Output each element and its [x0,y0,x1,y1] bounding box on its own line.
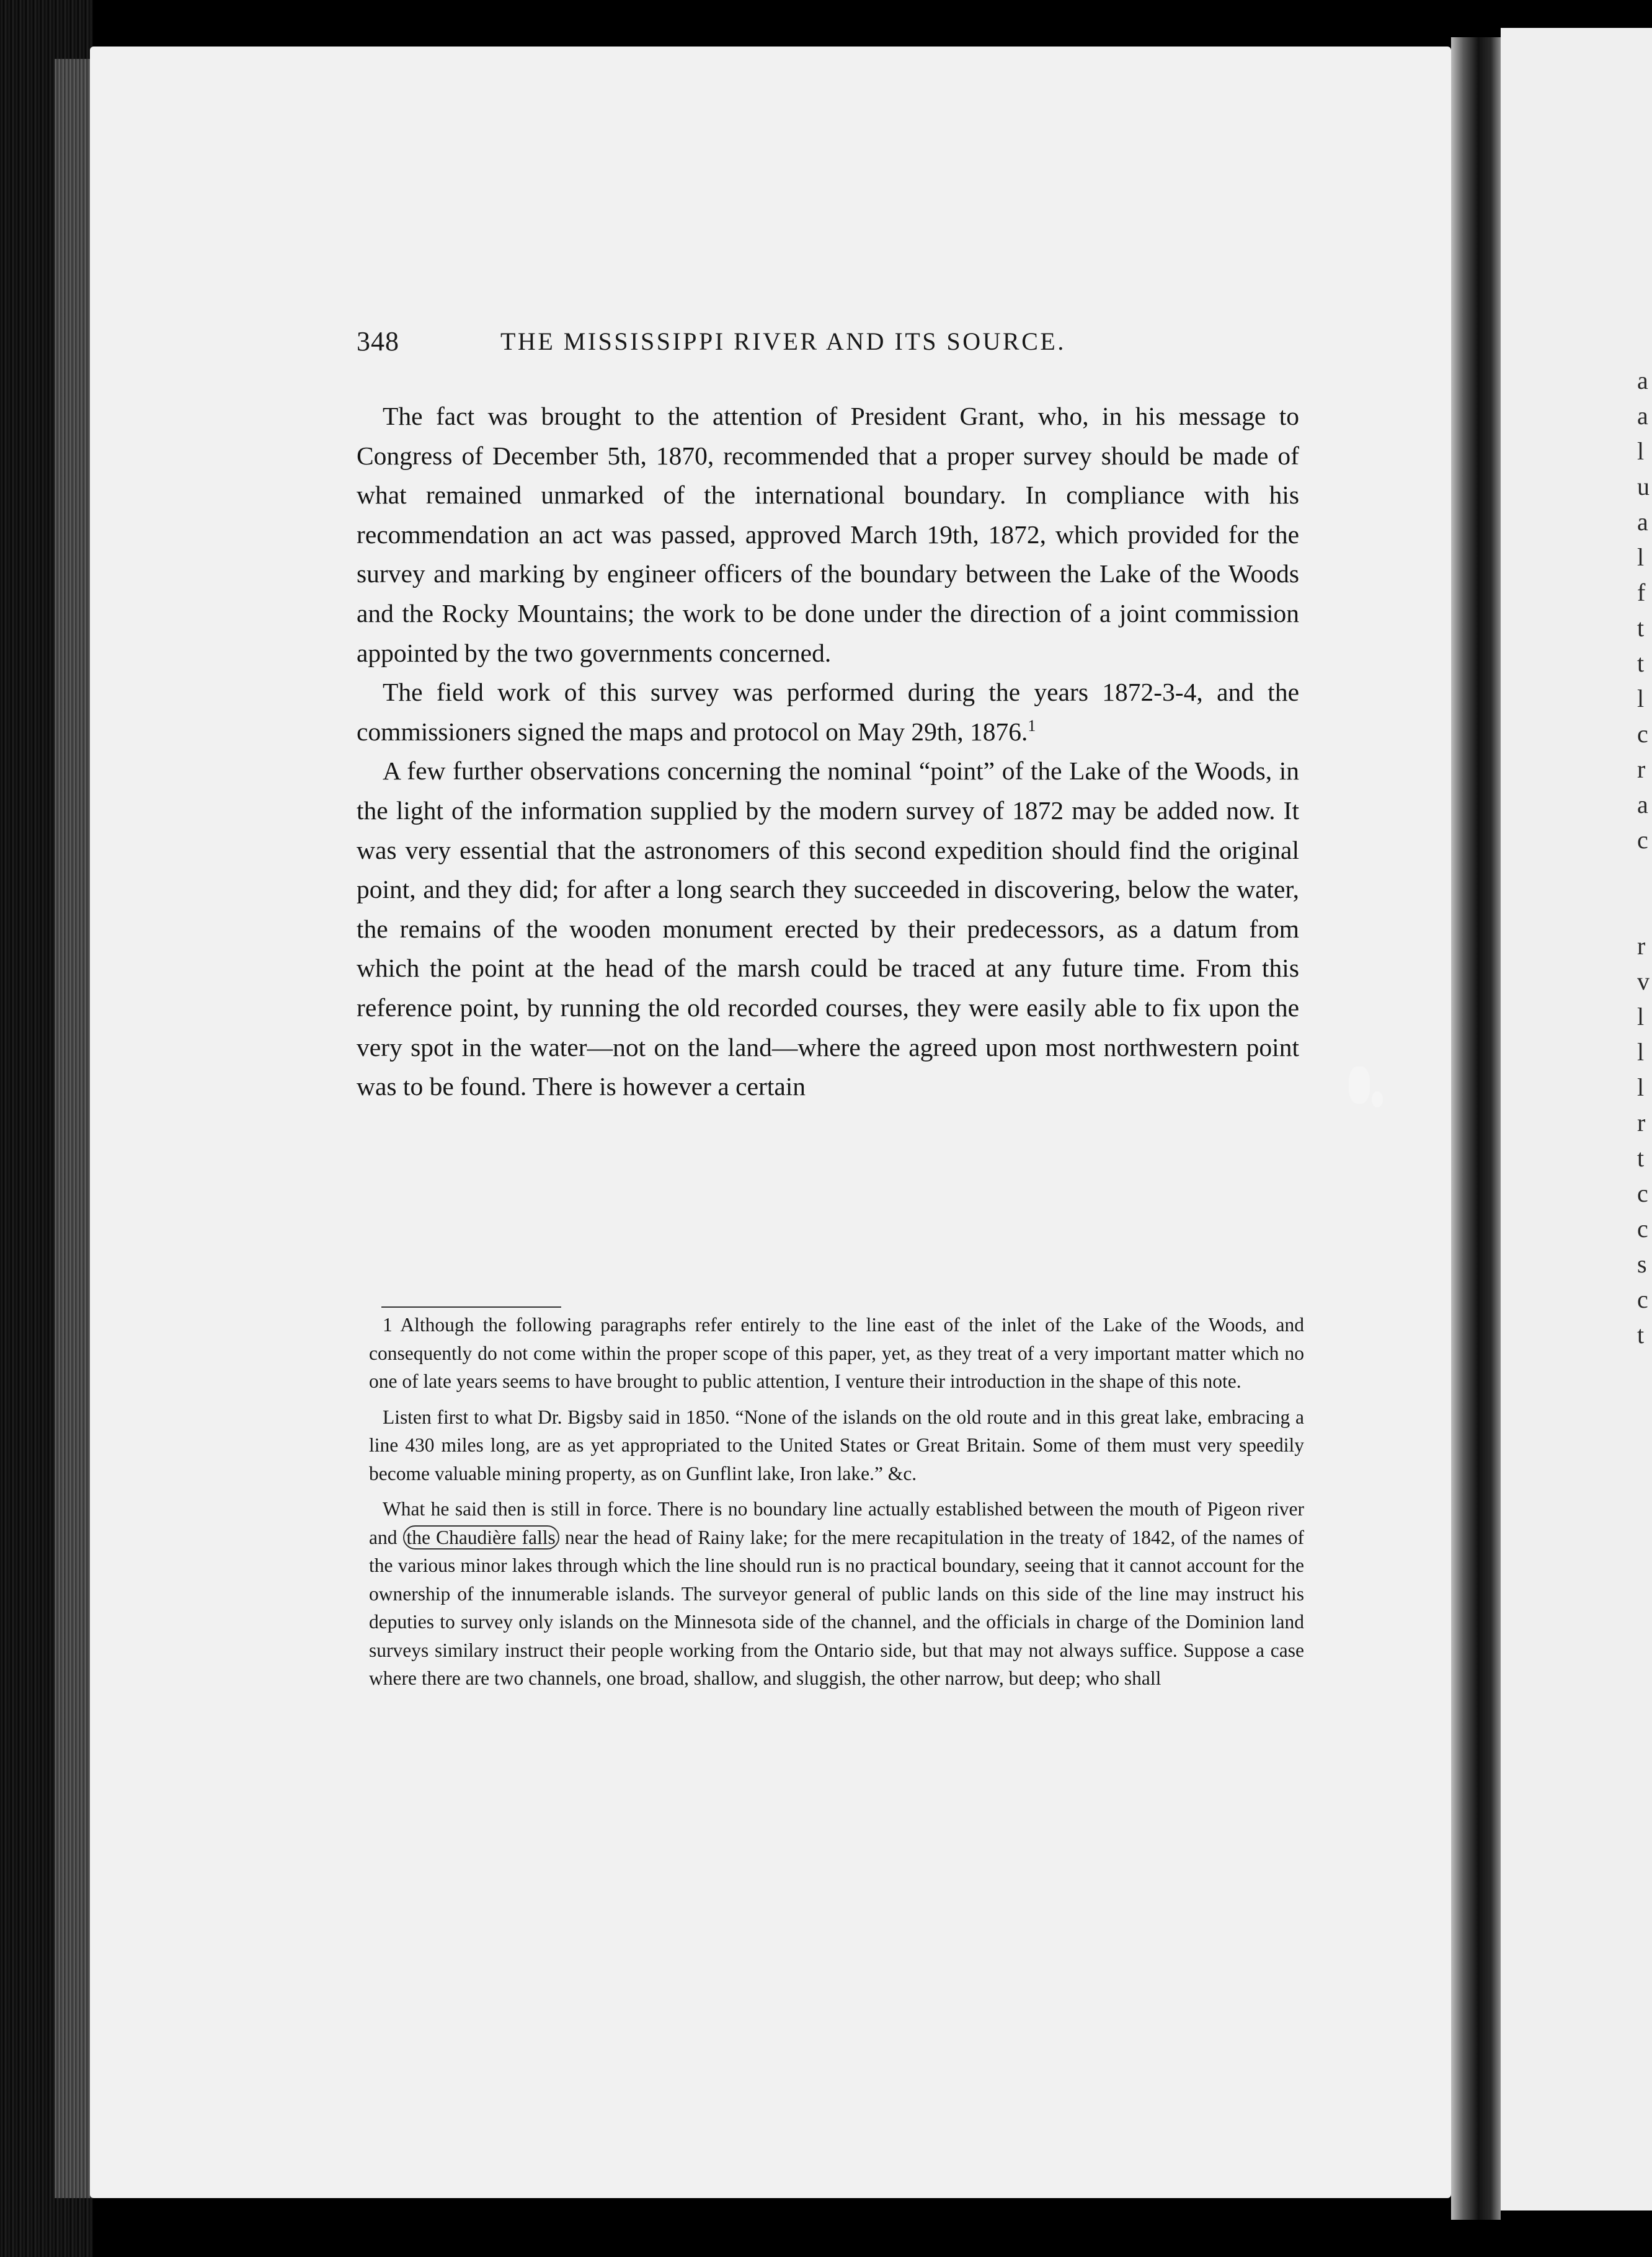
running-title: THE MISSISSIPPI RIVER AND ITS SOURCE. [500,327,1066,355]
facing-page-letter: s [1637,1250,1647,1278]
facing-page-letter: l [1637,437,1645,465]
footnote: 1 Although the following paragraphs refer entirely to the line east of the inlet of the Lake of the Woods, and consequently do not come within the proper scope of this paper, yet, as they treat of a very important matter which no one of late years seems to have brought to public attention, I venture their introduction in the shape of this note. [369,1314,1304,1392]
facing-page-letter: l [1637,1038,1645,1066]
circled-annotation: the Chaudière falls [403,1525,559,1550]
facing-page-letter: r [1637,932,1646,960]
facing-page-letter: l [1637,1073,1645,1101]
facing-page [1501,28,1652,2210]
facing-page-letter: c [1637,1285,1648,1313]
main-text [357,397,1299,1107]
facing-page-letter: u [1637,472,1650,500]
facing-page-edge-text [1637,363,1652,1352]
footnote: Listen first to what Dr. Bigsby said in 1850. “None of the islands on the old route and in this great lake, embracing a line 430 miles long, are as yet appropriated to the United States or Great Britain. Some of them must very speedily become valuable mining property, as on Gunflint lake, Iron lake.” &c. [369,1406,1304,1484]
facing-page-letter [1637,893,1652,928]
facing-page-letter: r [1637,755,1646,783]
page-stack-edge [55,59,92,2198]
facing-page-letter: f [1637,579,1646,606]
facing-page-letter: c [1637,1179,1648,1207]
scan-speck [1372,1091,1383,1107]
facing-page-letter: l [1637,685,1645,712]
book-gutter [1451,37,1501,2220]
paragraph: A few further observations concerning the nominal “point” of the Lake of the Woods, in the light of the information supplied by the modern survey of 1872 may be added now. It was very essential that the astronomers of this second expedition should find the original point, and they did; for after a long search they succeeded in discovering, below the water, the remains of the wooden monument erected by their predecessors, as a datum from which the point at the head of the marsh could be traced at any future time. From this reference point, by running the old recorded courses, they were easily able to fix upon the very spot in the water—not on the land—where the agreed upon most northwestern point was to be found. There is however a certain [357,756,1299,1101]
footnote-text: What he said then is still in force. There is no boundary line actually established between the mouth of Pigeon river and [369,1498,1304,1548]
facing-page-letter: v [1637,967,1650,995]
facing-page-letter: t [1637,1321,1645,1349]
facing-page-letter: l [1637,543,1645,571]
footnote-marker: 1 [1028,716,1036,735]
facing-page-letter: t [1637,614,1645,642]
paragraph [357,673,1299,752]
facing-page-letter: a [1637,402,1648,430]
facing-page-letter: t [1637,1144,1645,1172]
scan-speck [1349,1066,1370,1104]
paragraph-text: The field work of this survey was performed during the years 1872-3-4, and the commissioners signed the maps and protocol on May 29th, 1876. [357,678,1299,746]
footnote-rule [381,1306,561,1308]
facing-page-letter: l [1637,1003,1645,1031]
facing-page-letter: a [1637,366,1648,394]
facing-page-letter: t [1637,649,1645,677]
facing-page-letter: c [1637,720,1648,748]
paragraph: The fact was brought to the attention of President Grant, who, in his message to Congress of December 5th, 1870, recommended that a proper survey should be made of what remained unmarked of the international boundary. In compliance with his recommendation an act was passed, approved March 19th, 1872, which provided for the survey and marking by engineer officers of the boundary between the Lake of the Woods and the Rocky Mountains; the work to be done under the direction of a joint commission appointed by the two governments concerned. [357,402,1299,667]
footnote [369,1495,1304,1693]
facing-page-letter: r [1637,1109,1646,1137]
facing-page-letter: a [1637,791,1648,818]
book-page [90,47,1451,2198]
facing-page-letter: a [1637,508,1648,536]
facing-page-letter: c [1637,1215,1648,1243]
footnote-text: near the head of Rainy lake; for the mere recapitulation in the treaty of 1842, of the names of the various minor lakes through which the line should run is no practical boundary, seeing that it cannot account for the ownership of the innumerable islands. The surveyor general of public lands on this side of the line may instruct his deputies to survey only islands on the Minnesota side of the channel, and the officials in charge of the Dominion land surveys similary instruct their people working from the Ontario side, but that may not always suffice. Suppose a case where there are two channels, one broad, shallow, and sluggish, the other narrow, but deep; who shall [369,1526,1304,1689]
footnotes [369,1311,1304,1693]
page-number: 348 [357,326,399,357]
facing-page-letter [1637,858,1652,893]
facing-page-letter: c [1637,826,1648,854]
